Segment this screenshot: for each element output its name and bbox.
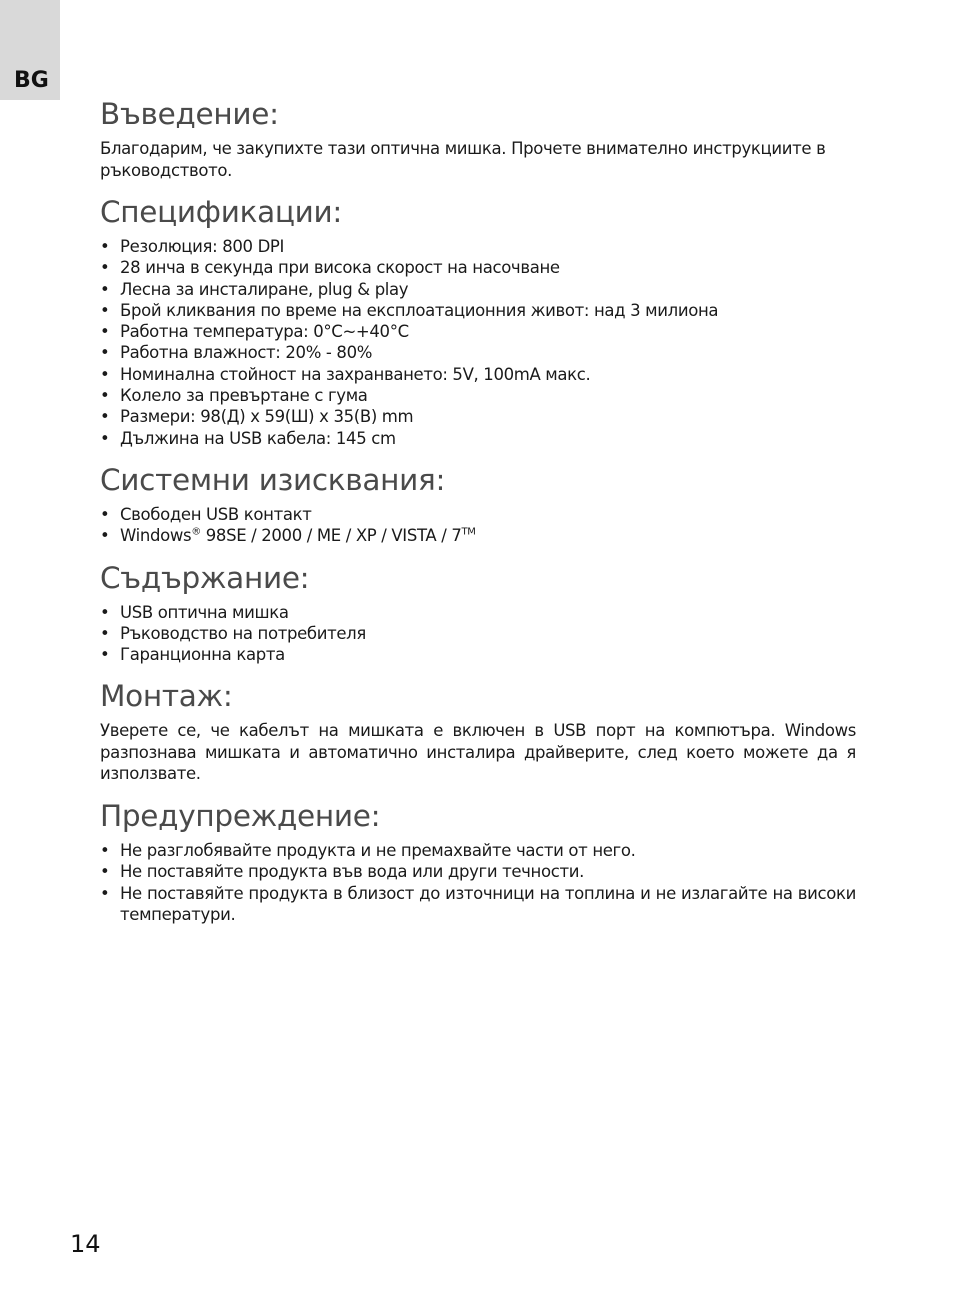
list-item: • Свободен USB контакт — [100, 504, 856, 525]
list-item: • 28 инча в секунда при висока скорост на насочване — [100, 257, 856, 278]
list-item: • Брой кликвания по време на експлоатационния живот: над 3 милиона — [100, 300, 856, 321]
section-contents — [100, 558, 856, 666]
trademark-mark: TM — [461, 526, 476, 538]
list-item: • Работна температура: 0°C~+40°C — [100, 321, 856, 342]
section-title-install: Монтаж: — [100, 679, 233, 714]
registered-mark: ® — [191, 526, 201, 538]
list-item: • Номинална стойност на захранването: 5V, 100mA макс. — [100, 364, 856, 385]
list-item: • Дължина на USB кабела: 145 cm — [100, 428, 856, 449]
install-text: Уверете се, че кабелът на мишката е включен в USB порт на компютъра. Windows разпознава мишката и автоматично инсталира драйверите, след което можете да я използвате. — [100, 721, 856, 784]
list-item: • Гаранционна карта — [100, 644, 856, 665]
language-tab — [0, 0, 60, 100]
list-item: • Не поставяйте продукта в близост до източници на топлина и не излагайте на високи температури. — [100, 883, 856, 926]
page-number: 14 — [70, 1230, 101, 1258]
contents-list — [100, 602, 856, 666]
list-item — [100, 525, 856, 546]
list-item: • Резолюция: 800 DPI — [100, 236, 856, 257]
list-item: • Ръководство на потребителя — [100, 623, 856, 644]
section-title-warning: Предупреждение: — [100, 798, 381, 833]
manual-content — [100, 94, 856, 936]
section-title-requirements: Системни изисквания: — [100, 462, 446, 497]
intro-text: Благодарим, че закупихте тази оптична мишка. Прочете внимателно инструкциите в ръководството. — [100, 139, 826, 180]
language-code: BG — [14, 68, 49, 93]
list-item: • Лесна за инсталиране, plug & play — [100, 279, 856, 300]
list-item: • Работна влажност: 20% - 80% — [100, 342, 856, 363]
section-specs — [100, 192, 856, 449]
list-item: • Размери: 98(Д) x 59(Ш) x 35(В) mm — [100, 406, 856, 427]
section-intro — [100, 94, 856, 181]
windows-text: Windows — [120, 526, 192, 546]
list-item: • Не поставяйте продукта във вода или други течности. — [100, 861, 856, 882]
specs-list — [100, 236, 856, 449]
section-warning — [100, 796, 856, 925]
section-title-intro: Въведение: — [100, 97, 279, 131]
list-item: • Колело за превъртане с гума — [100, 385, 856, 406]
section-install — [100, 676, 856, 785]
list-item: • USB оптична мишка — [100, 602, 856, 623]
section-title-contents: Съдържание: — [100, 560, 310, 595]
section-requirements — [100, 460, 856, 547]
list-item: • Не разглобявайте продукта и не премахвайте части от него. — [100, 840, 856, 861]
windows-versions: 98SE / 2000 / ME / XP / VISTA / 7 — [200, 526, 462, 546]
requirements-list — [100, 504, 856, 547]
warning-list — [100, 840, 856, 925]
section-title-specs: Спецификации: — [100, 195, 343, 229]
